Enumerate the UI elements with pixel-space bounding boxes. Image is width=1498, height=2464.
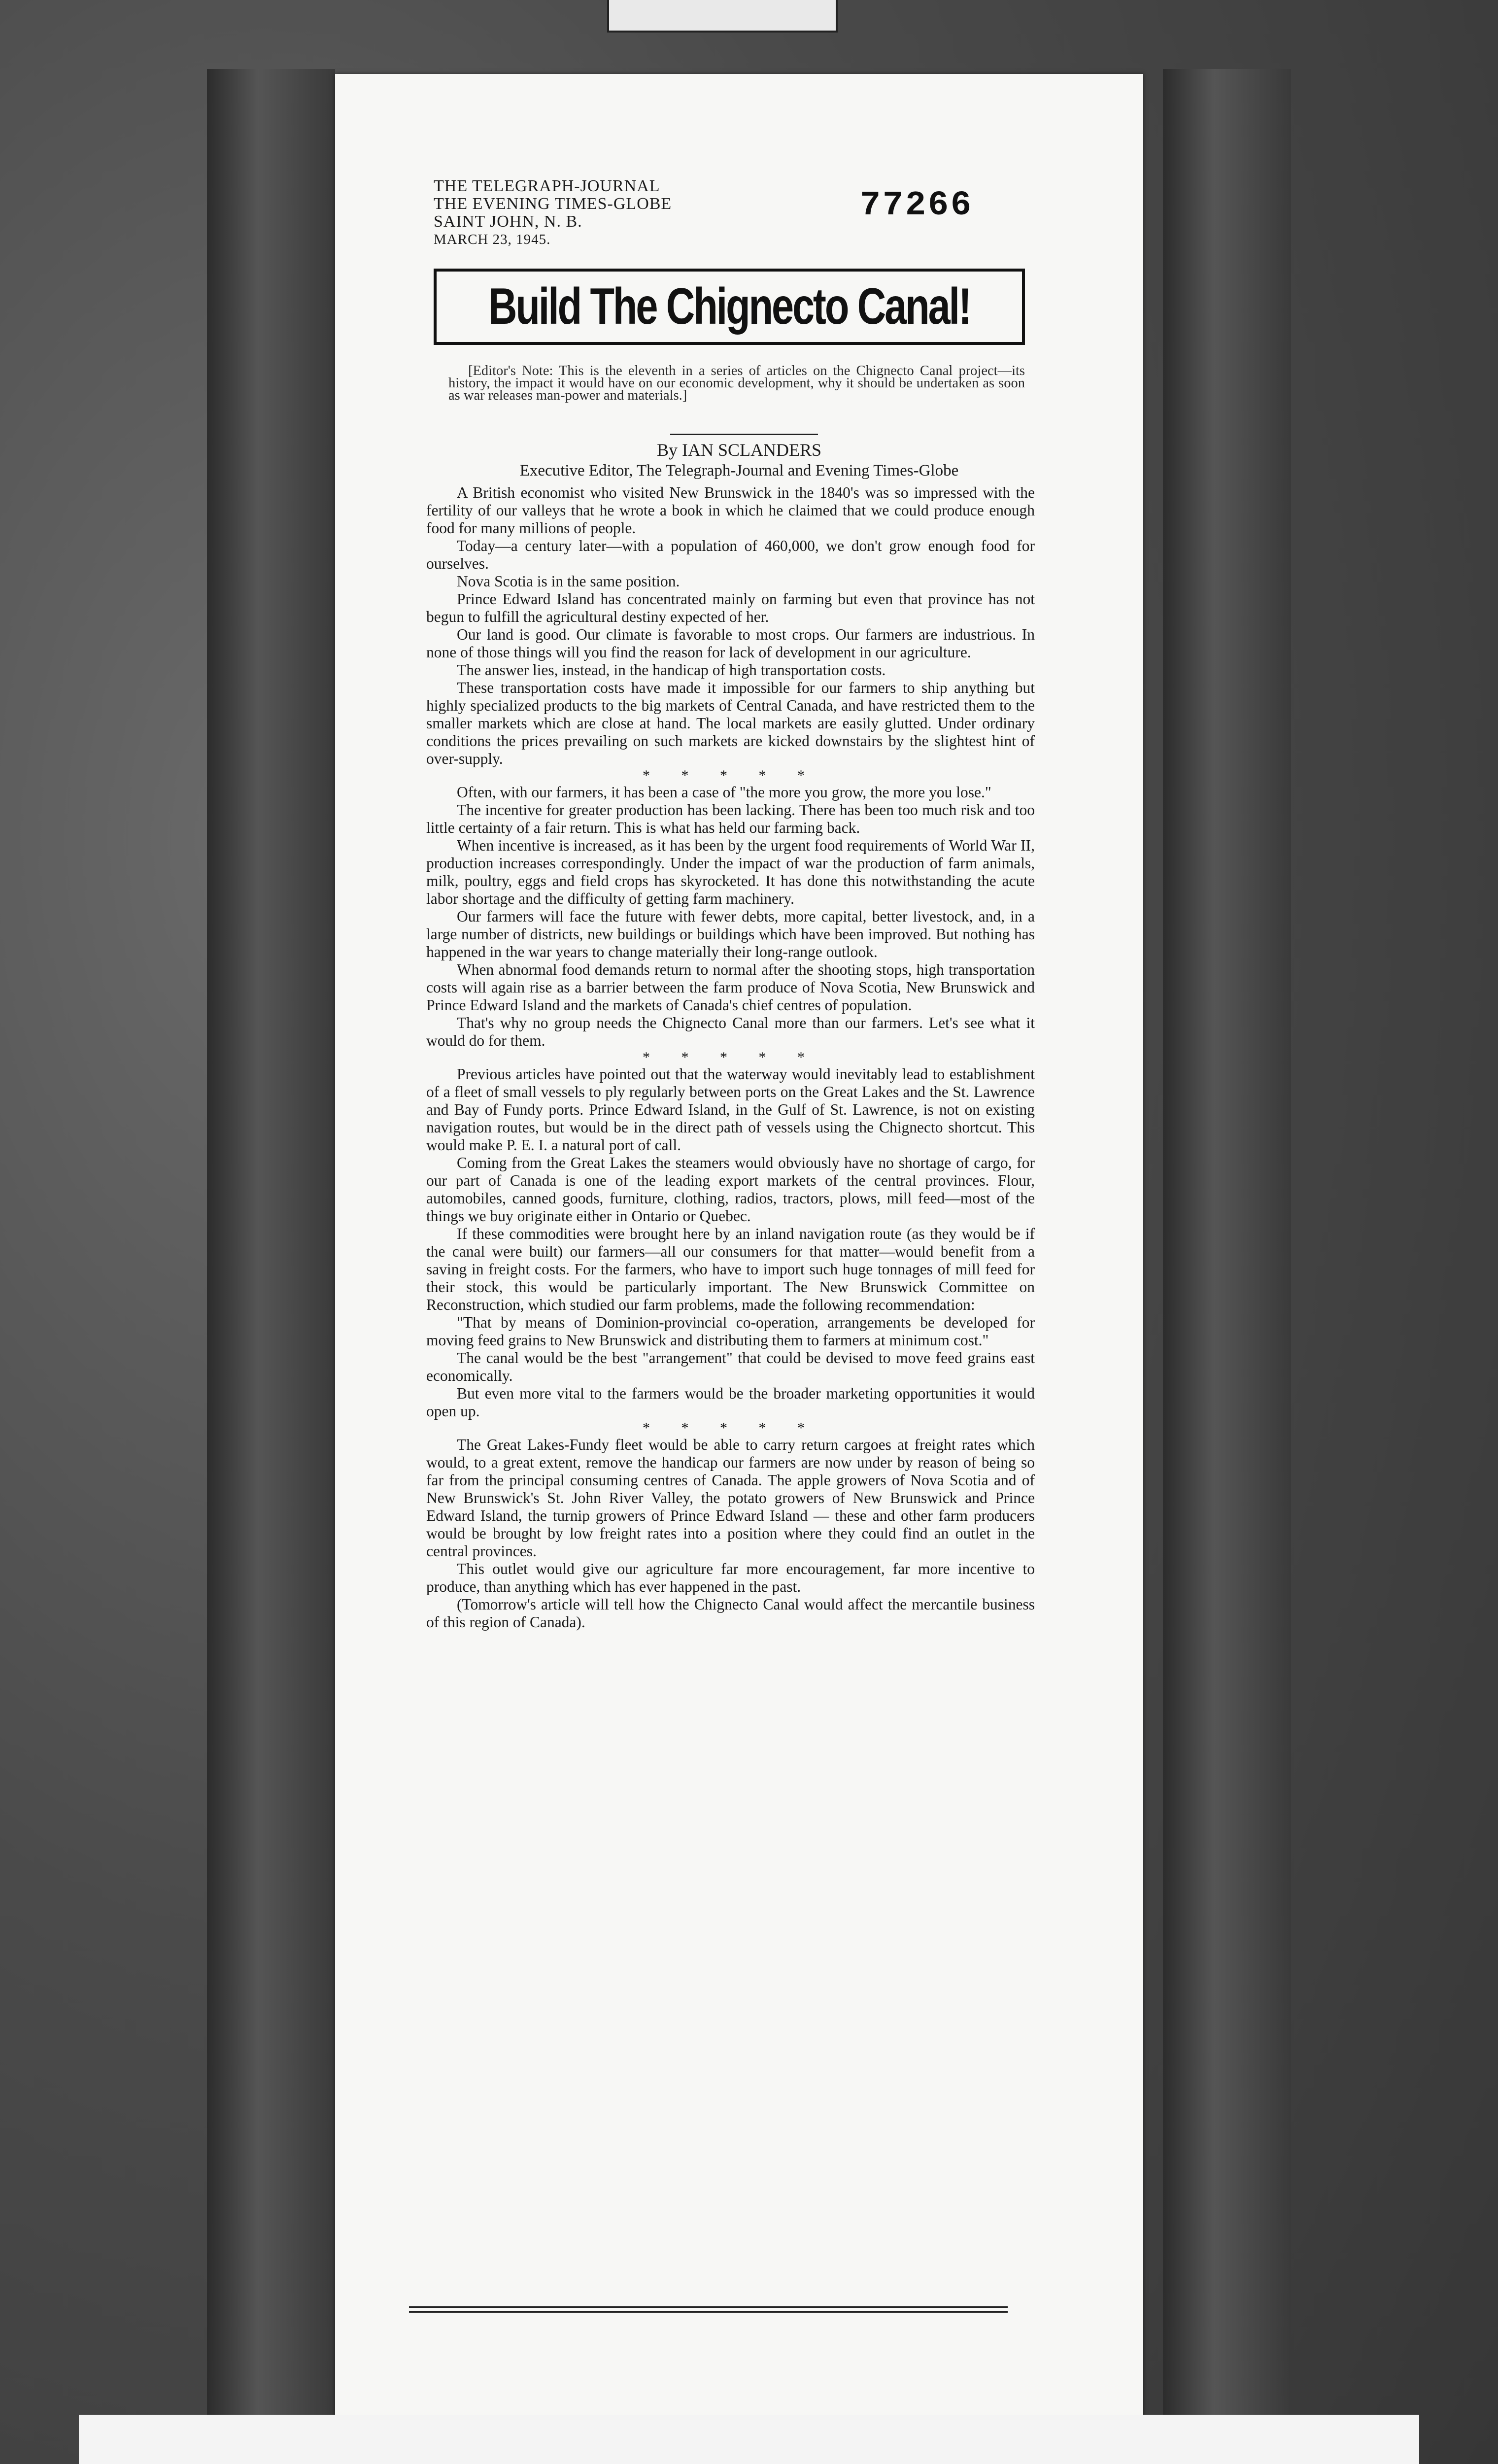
index-card (79, 2415, 1419, 2464)
paragraph: "That by means of Dominion-provincial co-operation, arrangements be developed for moving feed grains to New Brunswick and distributing them to farmers at minimum cost." (426, 1314, 1035, 1349)
headline-box (434, 269, 1025, 345)
headline: Build The Chignecto Canal! (488, 278, 970, 335)
byline-block (434, 440, 1045, 481)
paragraph: The canal would be the best "arrangement" that could be devised to move feed grains east economically. (426, 1349, 1035, 1384)
masthead (434, 177, 779, 248)
section-4 (426, 1436, 1035, 1631)
section-3 (426, 1065, 1035, 1420)
top-paper-tab (607, 0, 838, 33)
paragraph: The incentive for greater production has been lacking. There has been too much risk and too little certainty of a fair return. This is what has held our farming back. (426, 801, 1035, 836)
paragraph: Previous articles have pointed out that the waterway would inevitably lead to establishment of a fleet of small vessels to ply regularly between ports on the Great Lakes and the St. Lawrence and Bay of Fundy ports. Prince Edward Island, in the Gulf of St. Lawrence, is not on existing navigation routes, but would be in the direct path of vessels using the Chignecto shortcut. This would make P. E. I. a natural port of call. (426, 1065, 1035, 1154)
paragraph: Our farmers will face the future with fewer debts, more capital, better livestock, and, in a large number of districts, new buildings or buildings which have been improved. But nothing has happened in the war years to change materially their long-range outlook. (426, 908, 1035, 960)
paragraph: Today—a century later—with a population of 460,000, we don't grow enough food for ourselves. (426, 537, 1035, 572)
masthead-place: SAINT JOHN, N. B. (434, 212, 582, 231)
end-rule (409, 2306, 1008, 2308)
paragraph: When abnormal food demands return to normal after the shooting stops, high transportation costs will again rise as a barrier between the farm produce of Nova Scotia, New Brunswick and Prince Edward Island and the markets of Canada's chief centres of population. (426, 961, 1035, 1014)
paragraph: Prince Edward Island has concentrated mainly on farming but even that province has not begun to fulfill the agricultural destiny expected of her. (426, 590, 1035, 625)
binder-shadow-right (1163, 69, 1291, 2464)
binder-shadow-left (207, 69, 335, 2464)
newspaper-clipping (335, 74, 1143, 2464)
section-1 (426, 484, 1035, 768)
masthead-date: MARCH 23, 1945. (434, 232, 551, 247)
paragraph: When incentive is increased, as it has been by the urgent food requirements of World War II, production increases correspondingly. Under the impact of war the production of farm animals, milk, poultry, eggs and field crops has skyrocketed. It has done this notwithstanding the acute labor shortage and the difficulty of getting farm machinery. (426, 837, 1035, 907)
paragraph: Nova Scotia is in the same position. (457, 573, 680, 590)
masthead-paper1: THE TELEGRAPH-JOURNAL (434, 177, 660, 195)
paragraph: The answer lies, instead, in the handicap of high transportation costs. (457, 661, 886, 679)
paragraph: Often, with our farmers, it has been a case of "the more you grow, the more you lose." (457, 784, 991, 801)
end-rule (409, 2311, 1008, 2313)
paragraph: (Tomorrow's article will tell how the Chignecto Canal would affect the mercantile business of this region of Canada). (426, 1596, 1035, 1631)
byline: By IAN SCLANDERS (656, 440, 822, 460)
article-body (426, 484, 1035, 1631)
paragraph: Coming from the Great Lakes the steamers would obviously have no shortage of cargo, for our part of Canada is one of the leading export markets of the central provinces. Flour, automobiles, canned goods, furniture, clothing, radios, tractors, plows, mill feed—most of the things we buy originate either in Ontario or Quebec. (426, 1154, 1035, 1225)
paragraph: The Great Lakes-Fundy fleet would be able to carry return cargoes at freight rates which would, to a great extent, remove the handicap our farmers are now under by reason of being so far from the principal consuming centres of Canada. The apple growers of Nova Scotia and of New Brunswick's St. John River Valley, the potato growers of New Brunswick and Prince Edward Island, the turnip growers of Prince Edward Island — these and other farm producers would be brought by low freight rates into a position where they could find an outlet in the central provinces. (426, 1436, 1035, 1560)
section-2 (426, 784, 1035, 1050)
paragraph: This outlet would give our agriculture far more encouragement, far more incentive to produce, than anything which has ever happened in the past. (426, 1560, 1035, 1595)
editors-note: [Editor's Note: This is the eleventh in a series of articles on the Chignecto Canal project—its history, the impact it would have on our economic development, why it should be undertaken as soon as war releases man-power and materials.] (448, 363, 1025, 403)
paragraph: But even more vital to the farmers would be the broader marketing opportunities it would open up. (426, 1385, 1035, 1420)
section-separator: * * * * * (643, 1049, 818, 1065)
paragraph: These transportation costs have made it impossible for our farmers to ship anything but highly specialized products to the big markets of Central Canada, and have restricted them to the smaller markets which are close at hand. The local markets are easily glutted. Under ordinary conditions the prices prevailing on such markets are kicked downstairs by the slightest hint of over-supply. (426, 679, 1035, 767)
section-separator: * * * * * (643, 1420, 818, 1436)
paragraph: Our land is good. Our climate is favorable to most crops. Our farmers are industrious. In none of those things will you find the reason for lack of development in our agriculture. (426, 626, 1035, 661)
byline-role: Executive Editor, The Telegraph-Journal and Evening Times-Globe (519, 462, 959, 479)
byline-rule (670, 434, 818, 435)
section-separator: * * * * * (643, 767, 818, 784)
clip-number: 77266 (860, 186, 974, 225)
masthead-paper2: THE EVENING TIMES-GLOBE (434, 195, 672, 213)
paragraph: A British economist who visited New Brunswick in the 1840's was so impressed with the fertility of our valleys that he wrote a book in which he claimed that we could produce enough food for many millions of people. (426, 484, 1035, 537)
paragraph: That's why no group needs the Chignecto Canal more than our farmers. Let's see what it would do for them. (426, 1014, 1035, 1049)
paragraph: If these commodities were brought here by an inland navigation route (as they would be if the canal were built) our farmers—all our consumers for that matter—would benefit from a saving in freight costs. For the farmers, who have to import such huge tonnages of mill feed for their stock, this would be particularly important. The New Brunswick Committee on Reconstruction, which studied our farm problems, made the following recommendation: (426, 1225, 1035, 1313)
